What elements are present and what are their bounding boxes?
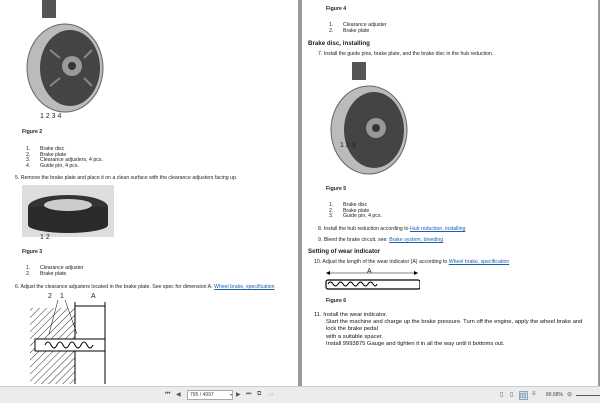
step-9: 9. Bleed the brake circuit, see: Brake system, bleeding bbox=[318, 237, 444, 243]
figure-4-caption: Figure 4 bbox=[326, 6, 347, 12]
figure-5-legend: 1. Brake disc 2. Brake plate 3. Guide pin, 4 pcs. bbox=[329, 202, 382, 220]
wheel-brake-spec-link-2[interactable]: Wheel brake, specification bbox=[448, 259, 510, 265]
previous-page-icon[interactable]: ◀ bbox=[176, 392, 181, 398]
step-5: 5. Remove the brake plate and place it on a clean surface with the clearance adjusters facing up. bbox=[15, 175, 238, 181]
figure-4-legend: 1. Clearance adjuster 2. Brake plate bbox=[329, 22, 387, 34]
step-8: 8. Install the hub reduction according to Hub reduction, installing bbox=[318, 226, 466, 232]
bottom-toolbar bbox=[0, 386, 600, 403]
wheel-brake-spec-link[interactable]: Wheel brake, specification bbox=[214, 284, 275, 290]
first-page-icon[interactable]: ⏮ bbox=[165, 391, 171, 397]
heading-brake-disc-installing: Brake disc, installing bbox=[308, 40, 370, 47]
step-10: 10. Adjust the length of the wear indicator (A) according to Wheel brake, specification bbox=[314, 259, 510, 265]
last-page-icon[interactable]: ⏭ bbox=[246, 391, 252, 397]
figure-2-legend: 1. Brake disc 2. Brake plate 3. Clearance adjusters, 4 pcs. 4. Guide pin, 4 pcs. bbox=[26, 146, 103, 169]
heading-setting-wear-indicator: Setting of wear indicator bbox=[308, 248, 381, 255]
figure-4-label-1: 1 bbox=[60, 293, 64, 300]
continuous-view-icon[interactable]: ▯ bbox=[510, 392, 514, 398]
step-11-line-2: with a suitable spacer. bbox=[326, 333, 384, 340]
brake-system-bleeding-link[interactable]: Brake system, bleeding bbox=[389, 237, 444, 243]
figure-3-callouts: 1 2 bbox=[40, 234, 50, 241]
figure-6-image bbox=[324, 270, 420, 295]
step-6: 6. Adjust the clearance adjusters located in the brake plate. See spec for dimension A. Wheel brake, specification bbox=[15, 284, 275, 290]
zoom-out-icon[interactable]: ⊖ bbox=[567, 392, 573, 398]
step-11 bbox=[314, 312, 588, 348]
paste-icon[interactable]: ▭ bbox=[268, 392, 274, 398]
step-7: 7. Install the guide pins, brake plate, and the brake disc in the hub reduction. bbox=[318, 51, 494, 57]
step-11-line-1: Start the machine and charge up the brake pressure. Turn off the engine, apply the wheel brake and lock the brake pedal bbox=[326, 319, 583, 333]
zoom-level: 89.68% bbox=[546, 392, 563, 398]
figure-2-callouts: 1 2 3 4 bbox=[40, 113, 62, 120]
figure-3-legend: 1. Clearance adjuster 2. Brake plate bbox=[26, 265, 84, 277]
figure-3-caption: Figure 3 bbox=[22, 249, 43, 255]
figure-5-caption: Figure 5 bbox=[326, 186, 347, 192]
next-page-icon[interactable]: ▶ bbox=[236, 392, 241, 398]
hub-reduction-installing-link[interactable]: Hub reduction, installing bbox=[410, 226, 466, 232]
figure-2-caption: Figure 2 bbox=[22, 129, 43, 135]
left-page bbox=[0, 0, 298, 386]
figure-4-image bbox=[25, 294, 115, 384]
scroll-view-icon[interactable]: ≡ bbox=[532, 391, 536, 397]
page-number-input[interactable]: 795 / 4997 bbox=[187, 390, 233, 400]
figure-6-dim-a: A bbox=[367, 268, 372, 275]
page-dropdown-icon[interactable]: ▾ bbox=[230, 392, 233, 397]
figure-3-image bbox=[22, 185, 114, 237]
zoom-slider[interactable] bbox=[576, 395, 600, 396]
figure-5-callouts: 1 2 3 bbox=[340, 142, 356, 149]
figure-4-label-2: 2 bbox=[48, 293, 52, 300]
two-page-view-icon[interactable]: ▯▯ bbox=[520, 393, 527, 399]
figure-4-dim-a: A bbox=[91, 293, 96, 300]
figure-6-caption: Figure 6 bbox=[326, 298, 347, 304]
figure-5-image bbox=[324, 60, 414, 180]
right-page bbox=[302, 0, 598, 386]
single-page-view-icon[interactable]: ▯ bbox=[500, 392, 504, 398]
figure-2-image bbox=[20, 0, 110, 120]
step-11-title: 11. Install the wear indicator. bbox=[314, 312, 388, 318]
copy-icon[interactable]: ⧉ bbox=[257, 391, 262, 397]
step-11-line-3: Install 9993875 Gauge and tighten it in all the way until it bottoms out. bbox=[326, 340, 505, 347]
